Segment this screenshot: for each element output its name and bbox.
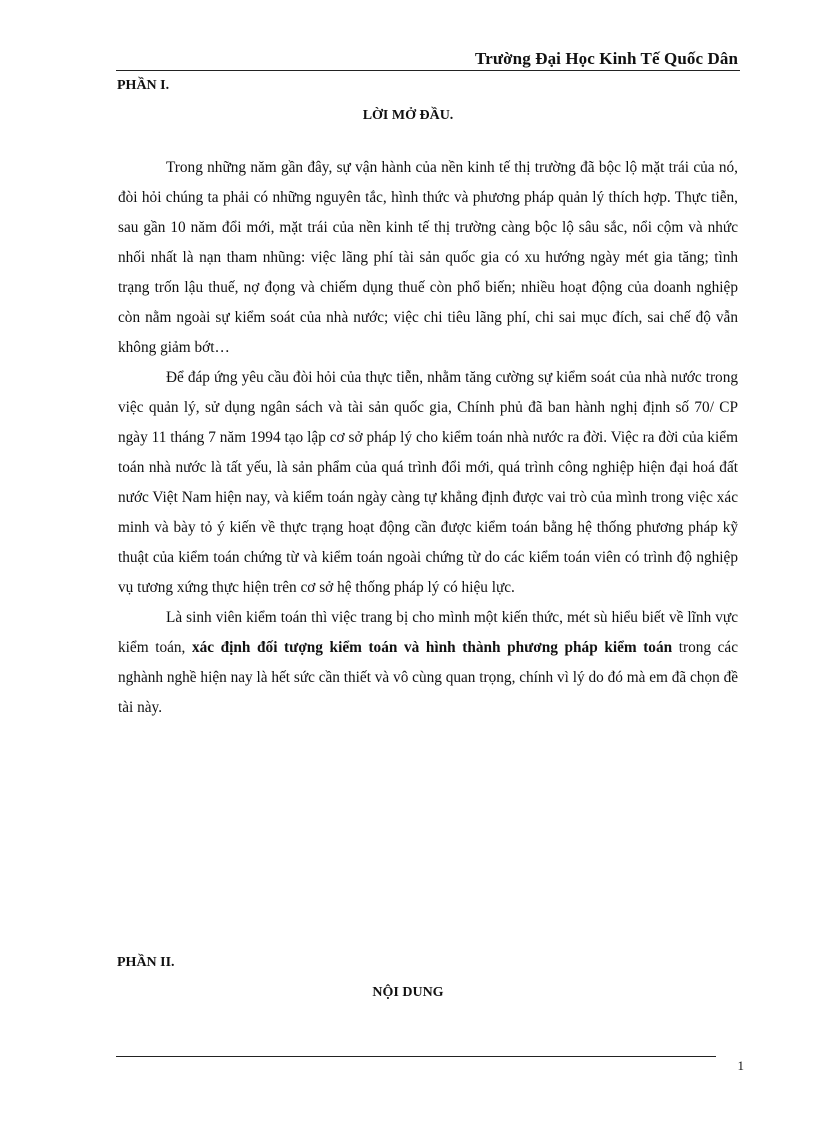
header-rule <box>116 70 740 71</box>
part2-title: NỘI DUNG <box>372 985 444 1000</box>
part2-label: PHẦN II. <box>117 955 175 970</box>
part1-label: PHẦN I. <box>117 78 170 93</box>
part1-title: LỜI MỞ ĐẦU. <box>362 108 454 123</box>
paragraph-3-bold: xác định đối tượng kiểm toán và hình thành phương pháp kiểm toán <box>191 639 673 656</box>
paragraph-1: Trong những năm gần đây, sự vận hành của nền kinh tế thị trường đã bộc lộ mặt trái của nó, đòi hỏi chúng ta phải có những nguyên tắc, hình thức và phương pháp quản lý thích hợp. Thực tiễn, sau gần 10 năm đổi mới, mặt trái của nền kinh tế thị trường càng bộc lộ sâu sắc, nổi cộm và nhức nhối nhất là nạn tham nhũng: việc lãng phí tài sản quốc gia có xu hướng ngày mét gia tăng; tình trạng trốn lậu thuế, nợ đọng và chiếm dụng thuế còn phổ biến; nhiều hoạt động của doanh nghiệp còn nằm ngoài sự kiểm soát của nhà nước; việc chi tiêu lãng phí, chi sai mục đích, sai chế độ vẫn không giảm bớt… <box>118 159 738 356</box>
body-text <box>118 153 738 723</box>
paragraph-2: Để đáp ứng yêu cầu đòi hỏi của thực tiễn, nhằm tăng cường sự kiểm soát của nhà nước trong việc quản lý, sử dụng ngân sách và tài sản quốc gia, Chính phủ đã ban hành nghị định số 70/ CP ngày 11 tháng 7 năm 1994 tạo lập cơ sở pháp lý cho kiểm toán nhà nước ra đời. Việc ra đời của kiểm toán nhà nước là tất yếu, là sản phẩm của quá trình đổi mới, quá trình công nghiệp hiện đại hoá đất nước Việt Nam hiện nay, và kiểm toán ngày càng tự khẳng định được vai trò của mình trong việc xác minh và bày tỏ ý kiến về thực trạng hoạt động cần được kiểm toán bằng hệ thống phương pháp kỹ thuật của kiểm toán chứng từ và kiểm toán ngoài chứng từ do các kiểm toán viên có trình độ nghiệp vụ tương xứng thực hiện trên cơ sở hệ thống pháp lý có hiệu lực. <box>118 369 738 596</box>
paragraph-3-end: trong các nghành nghề hiện nay là hết sức cần thiết và vô cùng quan trọng, chính vì lý do đó mà em đã chọn đề tài này. <box>118 639 739 716</box>
paragraph-3-start: Là sinh viên kiểm toán thì việc trang bị cho mình một kiến thức, mét sù hiểu biết về lĩnh vực kiểm toán, <box>118 609 738 656</box>
header-institution: Trường Đại Học Kinh Tế Quốc Dân <box>475 49 738 68</box>
footer-rule <box>116 1056 716 1057</box>
paragraph-3 <box>118 603 738 723</box>
page-number: 1 <box>737 1058 744 1073</box>
